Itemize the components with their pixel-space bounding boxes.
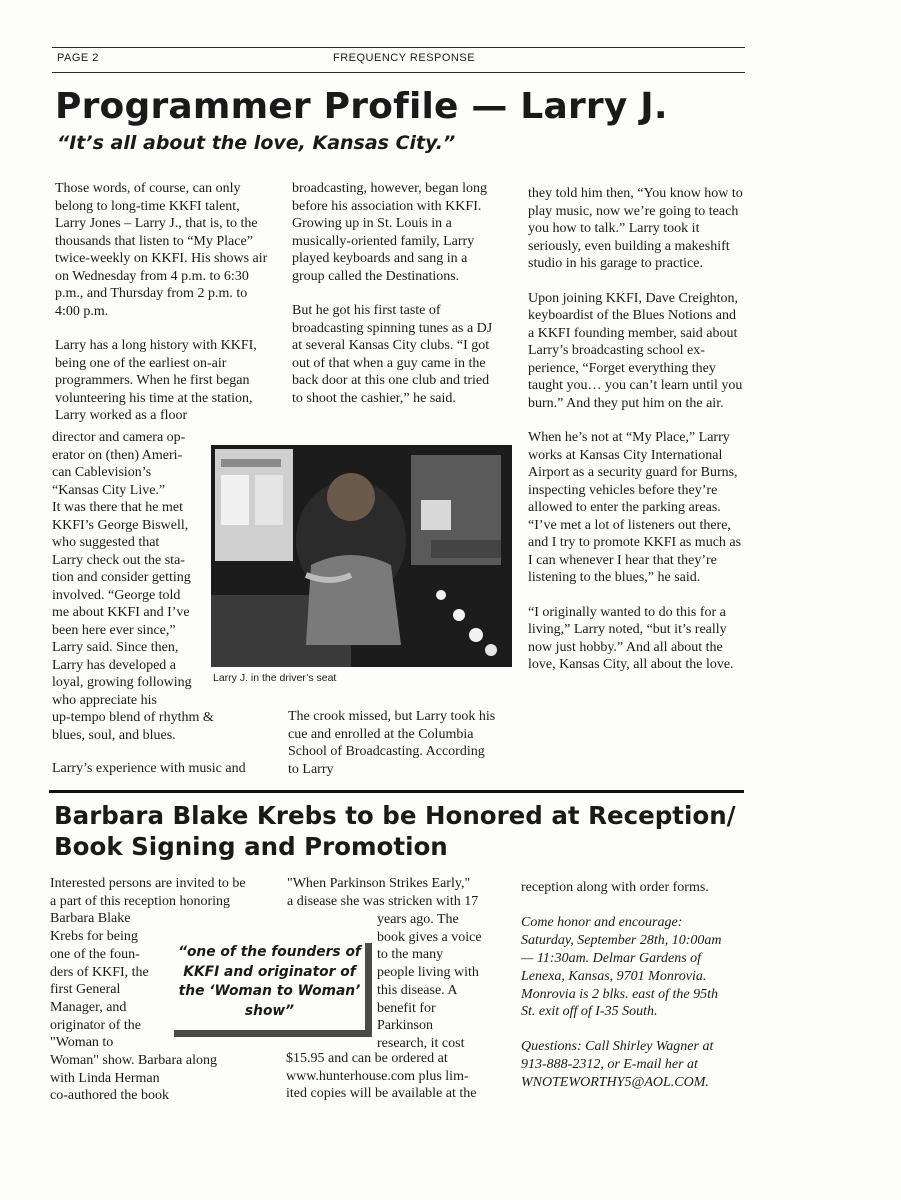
paragraph: they told him then, “You know how to play music, now we’re going to teach you how to talk.” Larry took it seriously, even building a makeshift studio in his garage to practice.	[528, 186, 743, 271]
paragraph: Those words, of course, can only belong to long-time KKFI talent, Larry Jones – Larry J., that is, to the thousands that listen to “My Place” twice-weekly on KKFI. His shows air on Wednesday from 4 p.m. to 6:30 p.m., and Thursday from 2 p.m. to 4:00 p.m.	[55, 181, 268, 319]
article-column-1: Interested persons are invited to be a part of this reception honoring Barbara Blake Krebs for being one of the foun- ders of KKFI, the first General Manager, and originator of the "Woman to Woman" show. Barbara along with Linda Herman co-authored the book	[50, 876, 246, 1104]
paragraph: “I originally wanted to do this for a living,” Larry noted, “but it’s really now just hobby.” And all about the love, Kansas City, all about the love.	[528, 604, 734, 672]
paragraph: Upon joining KKFI, Dave Creighton, keyboardist of the Blues Notions and a KKFI founding member, said about Larry’s broadcasting school ex-perience, “Forget everything they taught you… you can’t learn until you burn.” And they put him on the air.	[528, 290, 743, 411]
paragraph: Larry has a long history with KKFI, being one of the earliest on-air programmers. When he first began volunteering his time at the station, Larry worked as a floor	[55, 338, 257, 423]
article-column-3	[521, 879, 726, 1092]
contact-info: Questions: Call Shirley Wagner at 913-888-2312, or E-mail her at WNOTEWORTHY5@AOL.COM.	[521, 1039, 714, 1091]
article-column-1	[55, 180, 268, 425]
header-bottom-rule	[52, 72, 745, 73]
article-column-2-wrap: years ago. The book gives a voice to the many people living with this disease. A benefit for Parkinson research, it cost	[377, 912, 482, 1051]
article-column-2-bottom: The crook missed, but Larry took his cue and enrolled at the Columbia School of Broadcasting. According to Larry	[288, 709, 496, 777]
article-title: Barbara Blake Krebs to be Honored at Reception/ Book Signing and Promotion	[54, 801, 736, 861]
paragraph: When he’s not at “My Place,” Larry works at Kansas City International Airport as a security guard for Burns, inspecting vehicles before they’re allowed to enter the parking areas. “I’ve met a lot of listeners out there, and I try to promote KKFI as much as I can whenever I hear that they’re listening to the blues,” he said.	[528, 430, 742, 585]
paragraph: reception along with order forms.	[521, 880, 709, 895]
article-column-2-top: "When Parkinson Strikes Early," a disease she was stricken with 17	[287, 876, 479, 909]
page-number: PAGE 2	[57, 52, 99, 64]
article-column-3	[528, 185, 743, 674]
paragraph: broadcasting, however, began long before his association with KKFI. Growing up in St. Louis in a musically-oriented family, Larry played keyboards and sang in a group called the Destinations.	[292, 181, 487, 284]
article-title: Programmer Profile — Larry J.	[55, 86, 668, 127]
paragraph: Larry’s experience with music and	[52, 761, 246, 776]
event-details: Come honor and encourage: Saturday, September 28th, 10:00am — 11:30am. Delmar Gardens of Lenexa, Kansas, 9701 Monrovia. Monrovia is 2 blks. east of the 95th St. exit off of I-35 South.	[521, 914, 722, 1020]
pull-quote: “one of the founders of KKFI and originator of the ‘Woman to Woman’ show”	[174, 943, 372, 1037]
article-subtitle: “It’s all about the love, Kansas City.”	[57, 132, 456, 154]
section-divider	[49, 790, 744, 793]
profile-photo	[211, 445, 512, 667]
paragraph: But he got his first taste of broadcasting spinning tunes as a DJ at several Kansas City clubs. “I got out of that when a guy came in the back door at this one club and tried to shoot the cashier,” he said.	[292, 303, 493, 406]
article-column-2-bottom: $15.95 and can be ordered at www.hunterhouse.com plus lim- ited copies will be available at the	[286, 1051, 477, 1102]
photo-caption: Larry J. in the driver’s seat	[213, 672, 337, 684]
photo-wrap-text: director and camera op- erator on (then) Ameri- can Cablevision’s “Kansas City Live.” It was there that he met KKFI’s George Biswell, who suggested that Larry check out the sta- tion and consider getting involved. “George told me about KKFI and I’ve been here ever since,” Larry said. Since then, Larry has developed a loyal, growing following who appreciate his up-tempo blend of rhythm & blues, soul, and blues.	[52, 430, 214, 743]
publication-name: FREQUENCY RESPONSE	[333, 52, 476, 64]
photo-illustration	[211, 445, 512, 667]
header-top-rule	[52, 47, 745, 48]
article-column-2	[292, 180, 502, 407]
